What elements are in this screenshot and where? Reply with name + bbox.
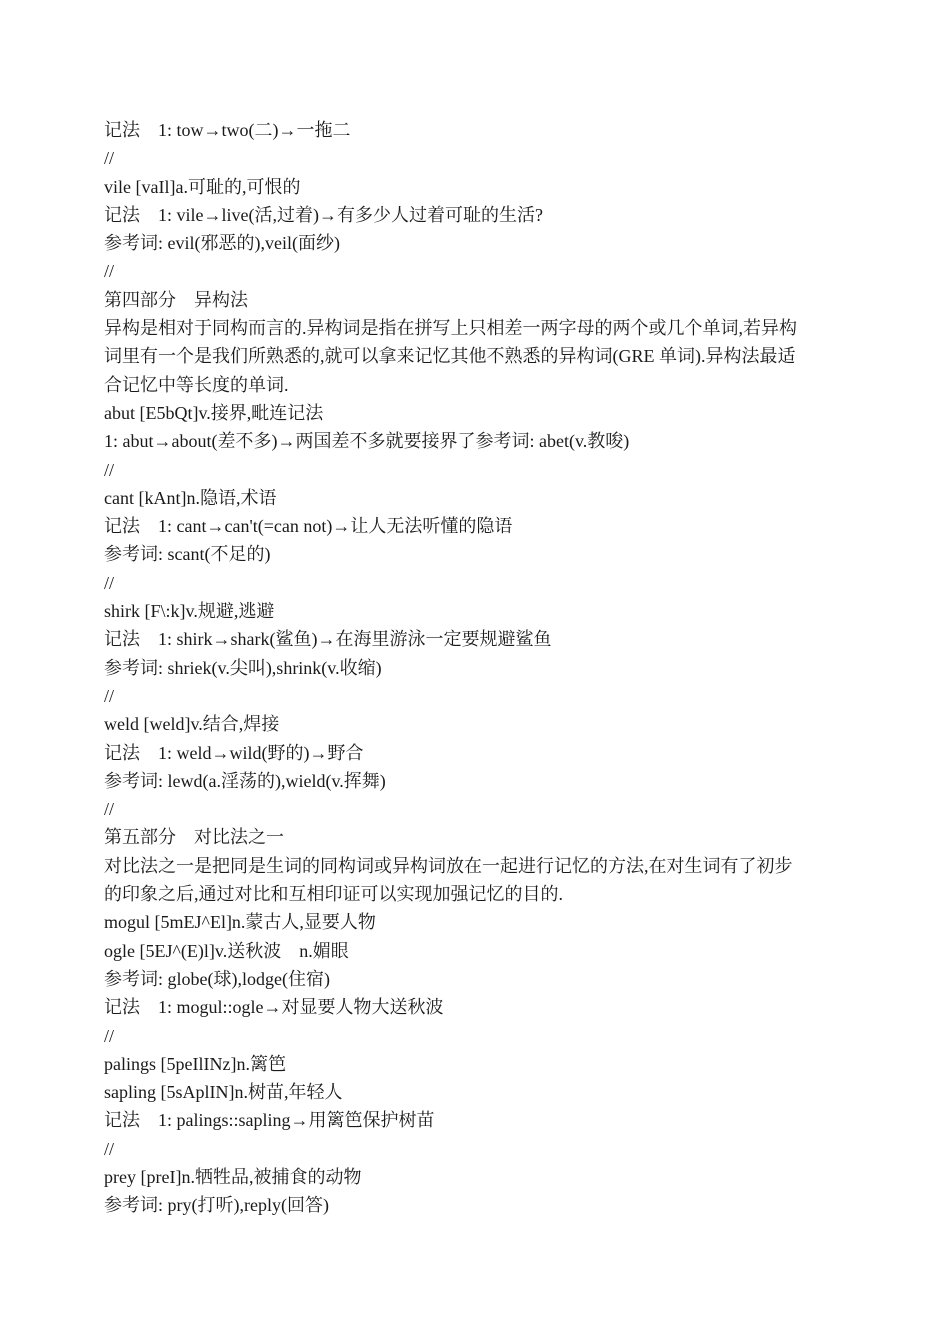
document-page — [104, 116, 864, 1220]
text-line: 记法 1: tow→two(二)→一拖二 — [104, 120, 351, 140]
reference-words: 参考词: scant(不足的) — [104, 544, 271, 565]
memory-method: 记法 1: weld→wild(野的)→野合 — [104, 742, 364, 763]
reference-words: 参考词: shriek(v.尖叫),shrink(v.收缩) — [104, 657, 382, 678]
separator-line: // — [104, 799, 115, 820]
word-entry: ogle [5EJ^(E)l]v.送秋波 n.媚眼 — [104, 940, 349, 961]
separator-line: // — [104, 148, 115, 169]
word-entry: cant [kAnt]n.隐语,术语 — [104, 487, 277, 508]
word-entry: vile [vaIl]a.可耻的,可恨的 — [104, 176, 301, 197]
memory-method: 记法 1: mogul::ogle→对显要人物大送秋波 — [104, 997, 444, 1018]
memory-method: 记法 1: cant→can't(=can not)→让人无法听懂的隐语 — [104, 516, 513, 537]
word-entry: prey [preI]n.牺牲品,被捕食的动物 — [104, 1166, 362, 1187]
reference-words: 参考词: globe(球),lodge(住宿) — [104, 968, 330, 989]
paragraph-line: 异构是相对于同构而言的.异构词是指在拼写上只相差一两字母的两个或几个单词,若异构 — [104, 318, 797, 339]
paragraph-line: 词里有一个是我们所熟悉的,就可以拿来记忆其他不熟悉的异构词(GRE 单词).异构法最适 — [104, 346, 796, 367]
separator-line: // — [104, 685, 115, 706]
separator-line: // — [104, 572, 115, 593]
separator-line: // — [104, 459, 115, 480]
memory-method: 记法 1: palings::sapling→用篱笆保护树苗 — [104, 1110, 435, 1131]
paragraph-line: 合记忆中等长度的单词. — [104, 374, 289, 395]
separator-line: // — [104, 261, 115, 282]
section-heading: 第五部分 对比法之一 — [104, 827, 284, 848]
word-entry: weld [weld]v.结合,焊接 — [104, 714, 280, 735]
section-heading: 第四部分 异构法 — [104, 289, 248, 310]
word-entry: shirk [F\:k]v.规避,逃避 — [104, 601, 275, 622]
memory-method: 记法 1: vile→live(活,过着)→有多少人过着可耻的生活? — [104, 204, 543, 225]
memory-method: 1: abut→about(差不多)→两国差不多就要接界了参考词: abet(v.教唆) — [104, 431, 630, 452]
paragraph-line: 对比法之一是把同是生词的同构词或异构词放在一起进行记忆的方法,在对生词有了初步 — [104, 855, 793, 876]
reference-words: 参考词: evil(邪恶的),veil(面纱) — [104, 233, 340, 254]
word-entry: palings [5peIlINz]n.篱笆 — [104, 1053, 286, 1074]
separator-line: // — [104, 1025, 115, 1046]
reference-words: 参考词: pry(打听),reply(回答) — [104, 1195, 329, 1216]
word-entry: abut [E5bQt]v.接界,毗连记法 — [104, 402, 324, 423]
memory-method: 记法 1: shirk→shark(鲨鱼)→在海里游泳一定要规避鲨鱼 — [104, 629, 552, 650]
word-entry: sapling [5sAplIN]n.树苗,年轻人 — [104, 1082, 343, 1103]
separator-line: // — [104, 1138, 115, 1159]
paragraph-line: 的印象之后,通过对比和互相印证可以实现加强记忆的目的. — [104, 884, 563, 905]
reference-words: 参考词: lewd(a.淫荡的),wield(v.挥舞) — [104, 770, 386, 791]
word-entry: mogul [5mEJ^El]n.蒙古人,显要人物 — [104, 912, 376, 933]
